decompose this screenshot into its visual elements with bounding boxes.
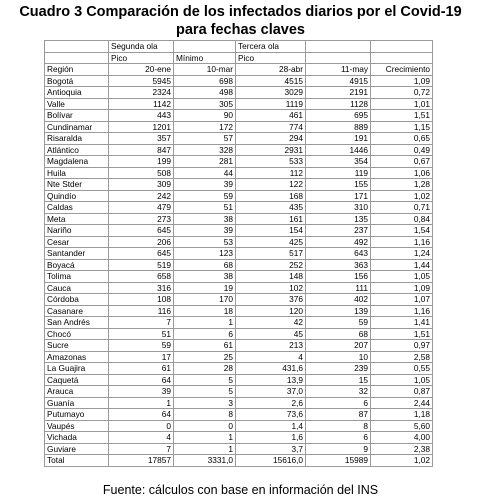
value-cell: 122	[236, 179, 306, 191]
value-cell: 39	[174, 179, 236, 191]
value-cell: 1,4	[236, 420, 306, 432]
value-cell: 1,44	[371, 259, 433, 271]
value-cell: 6	[306, 397, 371, 409]
value-cell: 4915	[306, 75, 371, 87]
value-cell: 3331,0	[174, 455, 236, 467]
table-row	[45, 133, 433, 145]
value-cell: 1201	[109, 121, 174, 133]
value-cell: 1119	[236, 98, 306, 110]
header-empty-cell	[174, 41, 236, 53]
table-row	[45, 156, 433, 168]
header-empty-cell	[45, 52, 109, 64]
value-cell: 239	[306, 363, 371, 375]
value-cell: 281	[174, 156, 236, 168]
group-header-tercera-pico: Pico	[236, 52, 306, 64]
region-cell: Santander	[45, 248, 109, 260]
value-cell: 273	[109, 213, 174, 225]
value-cell: 3029	[236, 87, 306, 99]
value-cell: 1,24	[371, 248, 433, 260]
table-row	[45, 294, 433, 306]
value-cell: 357	[109, 133, 174, 145]
value-cell: 1,54	[371, 225, 433, 237]
value-cell: 19	[174, 282, 236, 294]
region-cell: Cundinamar	[45, 121, 109, 133]
value-cell: 161	[236, 213, 306, 225]
value-cell: 1	[109, 397, 174, 409]
value-cell: 1128	[306, 98, 371, 110]
table-row	[45, 305, 433, 317]
value-cell: 1,09	[371, 75, 433, 87]
value-cell: 9	[306, 443, 371, 455]
value-cell: 252	[236, 259, 306, 271]
value-cell: 59	[174, 190, 236, 202]
value-cell: 1,6	[236, 432, 306, 444]
value-cell: 172	[174, 121, 236, 133]
table-row	[45, 374, 433, 386]
value-cell: 1,07	[371, 294, 433, 306]
value-cell: 316	[109, 282, 174, 294]
group-header-row-1	[45, 41, 433, 53]
value-cell: 1,05	[371, 374, 433, 386]
value-cell: 1,18	[371, 409, 433, 421]
region-cell: La Guajira	[45, 363, 109, 375]
value-cell: 199	[109, 156, 174, 168]
table-row	[45, 190, 433, 202]
table-row	[45, 409, 433, 421]
value-cell: 402	[306, 294, 371, 306]
value-cell: 2931	[236, 144, 306, 156]
region-cell: Casanare	[45, 305, 109, 317]
region-cell: Huila	[45, 167, 109, 179]
value-cell: 0,71	[371, 202, 433, 214]
table-row	[45, 282, 433, 294]
value-cell: 363	[306, 259, 371, 271]
table-row	[45, 455, 433, 467]
value-cell: 59	[306, 317, 371, 329]
value-cell: 4	[236, 351, 306, 363]
region-cell: Bolívar	[45, 110, 109, 122]
region-cell: Caquetá	[45, 374, 109, 386]
value-cell: 4,00	[371, 432, 433, 444]
group-header-segunda-ola: Segunda ola	[109, 41, 174, 53]
value-cell: 139	[306, 305, 371, 317]
value-cell: 328	[174, 144, 236, 156]
value-cell: 37,0	[236, 386, 306, 398]
value-cell: 18	[174, 305, 236, 317]
table-row	[45, 432, 433, 444]
value-cell: 111	[306, 282, 371, 294]
region-cell: Antioquia	[45, 87, 109, 99]
value-cell: 28	[174, 363, 236, 375]
header-empty-cell	[306, 41, 371, 53]
value-cell: 1,51	[371, 328, 433, 340]
value-cell: 1	[174, 317, 236, 329]
region-cell: Total	[45, 455, 109, 467]
region-cell: Córdoba	[45, 294, 109, 306]
table-row	[45, 87, 433, 99]
value-cell: 1,15	[371, 121, 433, 133]
value-cell: 44	[174, 167, 236, 179]
value-cell: 57	[174, 133, 236, 145]
value-cell: 207	[306, 340, 371, 352]
value-cell: 6	[174, 328, 236, 340]
value-cell: 108	[109, 294, 174, 306]
value-cell: 376	[236, 294, 306, 306]
value-cell: 645	[109, 225, 174, 237]
value-cell: 242	[109, 190, 174, 202]
value-cell: 61	[109, 363, 174, 375]
region-cell: San Andrés	[45, 317, 109, 329]
value-cell: 51	[174, 202, 236, 214]
value-cell: 1,16	[371, 305, 433, 317]
value-cell: 1,41	[371, 317, 433, 329]
region-cell: Risaralda	[45, 133, 109, 145]
value-cell: 116	[109, 305, 174, 317]
value-cell: 2324	[109, 87, 174, 99]
value-cell: 148	[236, 271, 306, 283]
value-cell: 10	[306, 351, 371, 363]
table-row	[45, 271, 433, 283]
region-cell: Valle	[45, 98, 109, 110]
value-cell: 3	[174, 397, 236, 409]
table-row	[45, 328, 433, 340]
value-cell: 847	[109, 144, 174, 156]
table-row	[45, 144, 433, 156]
value-cell: 119	[306, 167, 371, 179]
value-cell: 17	[109, 351, 174, 363]
value-cell: 0,49	[371, 144, 433, 156]
region-cell: Boyacá	[45, 259, 109, 271]
value-cell: 87	[306, 409, 371, 421]
table-row	[45, 340, 433, 352]
value-cell: 0,65	[371, 133, 433, 145]
value-cell: 658	[109, 271, 174, 283]
value-cell: 1,09	[371, 282, 433, 294]
value-cell: 73,6	[236, 409, 306, 421]
region-cell: Atlántico	[45, 144, 109, 156]
source-note: Fuente: cálculos con base en información del INS	[102, 483, 379, 497]
value-cell: 435	[236, 202, 306, 214]
value-cell: 68	[306, 328, 371, 340]
value-cell: 102	[236, 282, 306, 294]
value-cell: 774	[236, 121, 306, 133]
table-body	[45, 41, 433, 467]
region-cell: Chocó	[45, 328, 109, 340]
value-cell: 32	[306, 386, 371, 398]
value-cell: 1,16	[371, 236, 433, 248]
value-cell: 51	[109, 328, 174, 340]
value-cell: 645	[109, 248, 174, 260]
column-header-date: 20-ene	[109, 64, 174, 76]
table-row	[45, 121, 433, 133]
value-cell: 8	[174, 409, 236, 421]
header-empty-cell	[45, 41, 109, 53]
value-cell: 61	[174, 340, 236, 352]
region-cell: Tolima	[45, 271, 109, 283]
value-cell: 0,67	[371, 156, 433, 168]
value-cell: 135	[306, 213, 371, 225]
value-cell: 2191	[306, 87, 371, 99]
region-cell: Meta	[45, 213, 109, 225]
value-cell: 5	[174, 386, 236, 398]
value-cell: 425	[236, 236, 306, 248]
value-cell: 53	[174, 236, 236, 248]
table-row	[45, 363, 433, 375]
value-cell: 15989	[306, 455, 371, 467]
region-cell: Putumayo	[45, 409, 109, 421]
header-empty-cell	[371, 41, 433, 53]
value-cell: 443	[109, 110, 174, 122]
value-cell: 213	[236, 340, 306, 352]
value-cell: 206	[109, 236, 174, 248]
value-cell: 305	[174, 98, 236, 110]
value-cell: 533	[236, 156, 306, 168]
table-row	[45, 259, 433, 271]
value-cell: 1	[174, 432, 236, 444]
value-cell: 479	[109, 202, 174, 214]
value-cell: 39	[174, 225, 236, 237]
value-cell: 1142	[109, 98, 174, 110]
value-cell: 0,72	[371, 87, 433, 99]
region-cell: Vichada	[45, 432, 109, 444]
value-cell: 0,97	[371, 340, 433, 352]
value-cell: 170	[174, 294, 236, 306]
table-row	[45, 75, 433, 87]
region-cell: Arauca	[45, 386, 109, 398]
table-row	[45, 213, 433, 225]
table-row	[45, 443, 433, 455]
table-row	[45, 420, 433, 432]
value-cell: 120	[236, 305, 306, 317]
infections-table	[44, 40, 433, 467]
value-cell: 643	[306, 248, 371, 260]
group-header-segunda-pico: Pico	[109, 52, 174, 64]
table-row	[45, 179, 433, 191]
value-cell: 1,28	[371, 179, 433, 191]
value-cell: 354	[306, 156, 371, 168]
value-cell: 1,06	[371, 167, 433, 179]
table-row	[45, 236, 433, 248]
region-cell: Bogotá	[45, 75, 109, 87]
value-cell: 7	[109, 317, 174, 329]
value-cell: 492	[306, 236, 371, 248]
value-cell: 1446	[306, 144, 371, 156]
region-cell: Caldas	[45, 202, 109, 214]
value-cell: 1,51	[371, 110, 433, 122]
value-cell: 7	[109, 443, 174, 455]
value-cell: 508	[109, 167, 174, 179]
value-cell: 5	[174, 374, 236, 386]
value-cell: 2,38	[371, 443, 433, 455]
region-cell: Vaupés	[45, 420, 109, 432]
region-cell: Sucre	[45, 340, 109, 352]
value-cell: 4515	[236, 75, 306, 87]
value-cell: 1,02	[371, 190, 433, 202]
column-header-date: 10-mar	[174, 64, 236, 76]
value-cell: 6	[306, 432, 371, 444]
value-cell: 517	[236, 248, 306, 260]
value-cell: 309	[109, 179, 174, 191]
value-cell: 5,60	[371, 420, 433, 432]
value-cell: 38	[174, 271, 236, 283]
table-row	[45, 248, 433, 260]
value-cell: 156	[306, 271, 371, 283]
value-cell: 0,87	[371, 386, 433, 398]
header-empty-cell	[371, 52, 433, 64]
table-row	[45, 386, 433, 398]
value-cell: 168	[236, 190, 306, 202]
value-cell: 68	[174, 259, 236, 271]
value-cell: 0,84	[371, 213, 433, 225]
column-header-region: Región	[45, 64, 109, 76]
region-cell: Quindío	[45, 190, 109, 202]
value-cell: 38	[174, 213, 236, 225]
column-header-date: 11-may	[306, 64, 371, 76]
region-cell: Nte Stder	[45, 179, 109, 191]
table-row	[45, 98, 433, 110]
value-cell: 5945	[109, 75, 174, 87]
region-cell: Nariño	[45, 225, 109, 237]
value-cell: 0	[174, 420, 236, 432]
value-cell: 15616,0	[236, 455, 306, 467]
table-title: Cuadro 3 Comparación de los infectados diarios por el Covid-19	[19, 4, 462, 20]
value-cell: 698	[174, 75, 236, 87]
value-cell: 90	[174, 110, 236, 122]
value-cell: 64	[109, 409, 174, 421]
region-cell: Guviare	[45, 443, 109, 455]
value-cell: 17857	[109, 455, 174, 467]
region-cell: Amazonas	[45, 351, 109, 363]
region-cell: Guanía	[45, 397, 109, 409]
value-cell: 2,58	[371, 351, 433, 363]
value-cell: 310	[306, 202, 371, 214]
value-cell: 45	[236, 328, 306, 340]
group-header-minimo: Mínimo	[174, 52, 236, 64]
region-cell: Cauca	[45, 282, 109, 294]
value-cell: 2,6	[236, 397, 306, 409]
value-cell: 25	[174, 351, 236, 363]
table-subtitle: para fechas claves	[176, 22, 305, 38]
column-header-date: 28-abr	[236, 64, 306, 76]
value-cell: 155	[306, 179, 371, 191]
value-cell: 1,02	[371, 455, 433, 467]
value-cell: 112	[236, 167, 306, 179]
table-row	[45, 202, 433, 214]
value-cell: 3,7	[236, 443, 306, 455]
value-cell: 0	[109, 420, 174, 432]
value-cell: 13,9	[236, 374, 306, 386]
value-cell: 171	[306, 190, 371, 202]
value-cell: 519	[109, 259, 174, 271]
value-cell: 1,01	[371, 98, 433, 110]
value-cell: 8	[306, 420, 371, 432]
value-cell: 2,44	[371, 397, 433, 409]
column-header-row	[45, 64, 433, 76]
value-cell: 695	[306, 110, 371, 122]
value-cell: 294	[236, 133, 306, 145]
group-header-tercera-ola: Tercera ola	[236, 41, 306, 53]
value-cell: 4	[109, 432, 174, 444]
value-cell: 461	[236, 110, 306, 122]
column-header-growth: Crecimiento	[371, 64, 433, 76]
value-cell: 498	[174, 87, 236, 99]
value-cell: 64	[109, 374, 174, 386]
table-row	[45, 225, 433, 237]
header-empty-cell	[306, 52, 371, 64]
value-cell: 0,55	[371, 363, 433, 375]
value-cell: 59	[109, 340, 174, 352]
table-row	[45, 110, 433, 122]
table-row	[45, 351, 433, 363]
value-cell: 123	[174, 248, 236, 260]
table-row	[45, 167, 433, 179]
value-cell: 154	[236, 225, 306, 237]
value-cell: 237	[306, 225, 371, 237]
table-row	[45, 397, 433, 409]
group-header-row-2	[45, 52, 433, 64]
value-cell: 1	[174, 443, 236, 455]
table-row	[45, 317, 433, 329]
value-cell: 15	[306, 374, 371, 386]
value-cell: 42	[236, 317, 306, 329]
value-cell: 1,05	[371, 271, 433, 283]
value-cell: 431,6	[236, 363, 306, 375]
region-cell: Magdalena	[45, 156, 109, 168]
value-cell: 39	[109, 386, 174, 398]
region-cell: Cesar	[45, 236, 109, 248]
value-cell: 191	[306, 133, 371, 145]
value-cell: 889	[306, 121, 371, 133]
